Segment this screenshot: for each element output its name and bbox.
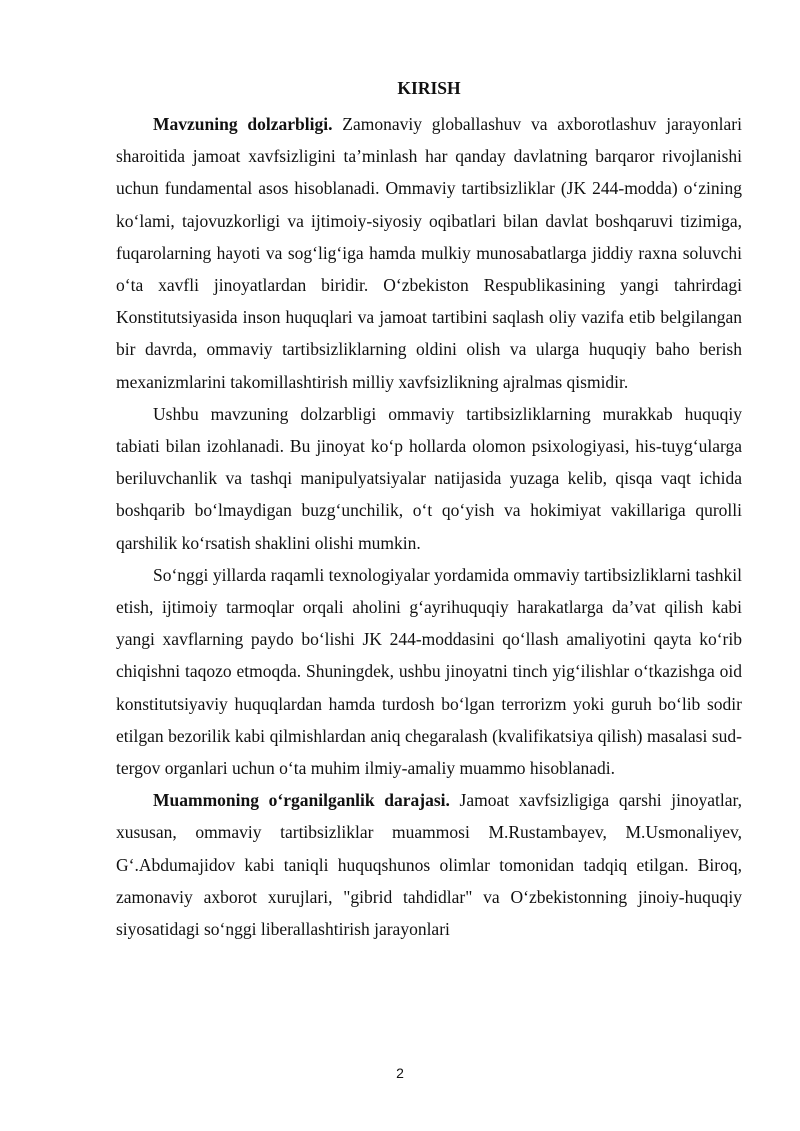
paragraph-text: Jamoat xavfsizligiga qarshi jinoyatlar, xususan, ommaviy tartibsizliklar muammosi M.Rustambayev, M.Usmonaliyev, G‘.Abdumajidov kabi taniqli huquqshunos olimlar tomonidan tadqiq etilgan. Biroq, zamonaviy axborot xurujlari, "gibrid tahdidlar" va O‘zbekistonning jinoiy-huquqiy siyosatidagi so‘nggi liberallashtirish jarayonlari: [116, 790, 742, 940]
paragraph-lead: Mavzuning dolzarbligi.: [153, 114, 333, 134]
paragraph-lead: Muammoning o‘rganilganlik darajasi.: [153, 790, 450, 811]
page-title: KIRISH: [397, 78, 461, 98]
paragraph-text: Zamonaviy globallashuv va axborotlashuv jarayonlari sharoitida jamoat xavfsizligini ta’minlash har qanday davlatning barqaror rivojlanishi uchun fundamental asos hisoblanadi. Ommaviy tartibsizliklar (JK 244-modda) o‘zining ko‘lami, tajovuzkorligi va ijtimoiy-siyosiy oqibatlari bilan davlat boshqaruvi tizimiga, fuqarolarning hayoti va sog‘lig‘iga hamda mulkiy munosabatlarga jiddiy raxna soluvchi o‘ta xavfli jinoyatlardan biridir. O‘zbekiston Respublikasining yangi tahrirdagi Konstitutsiyasida inson huquqlari va jamoat tartibini saqlash oliy vazifa etib belgilangan bir davrda, ommaviy tartibsizliklarning oldini olish va ularga huquqiy baho berish mexanizmlarini takomillashtirish milliy xavfsizlikning ajralmas qismidir.: [116, 114, 743, 392]
paragraph-digital-threats: [116, 559, 742, 784]
paragraph-legal-nature: [116, 398, 742, 559]
paragraph-research-degree: [116, 784, 742, 945]
paragraph-relevance: [116, 108, 742, 398]
page-number: 2: [396, 1065, 404, 1081]
page-content: [116, 76, 742, 945]
paragraph-text: So‘nggi yillarda raqamli texnologiyalar yordamida ommaviy tartibsizliklarni tashkil etish, ijtimoiy tarmoqlar orqali aholini g‘ayrihuquqiy harakatlarga da’vat qilish kabi yangi xavflarning paydo bo‘lishi JK 244-moddasini qo‘llash amaliyotini qayta ko‘rib chiqishni taqozo etmoqda. Shuningdek, ushbu jinoyatni tinch yig‘ilishlar o‘tkazishga oid konstitutsiyaviy huquqlardan hamda turdosh bo‘lgan terrorizm yoki guruh bo‘lib sodir etilgan bezorilik kabi qilmishlardan aniq chegaralash (kvalifikatsiya qilish) masalasi sud-tergov organlari uchun o‘ta muhim ilmiy-amaliy muammo hisoblanadi.: [116, 564, 742, 779]
paragraph-text: Ushbu mavzuning dolzarbligi ommaviy tartibsizliklarning murakkab huquqiy tabiati bilan izohlanadi. Bu jinoyat ko‘p hollarda olomon psixologiyasi, his-tuyg‘ularga beriluvchanlik va tashqi manipulyatsiyalar natijasida yuzaga kelib, qisqa vaqt ichida boshqarib bo‘lmaydigan buzg‘unchilik, o‘t qo‘yish va hokimiyat vakillariga qurolli qarshilik ko‘rsatish shaklini olishi mumkin.: [116, 403, 742, 553]
